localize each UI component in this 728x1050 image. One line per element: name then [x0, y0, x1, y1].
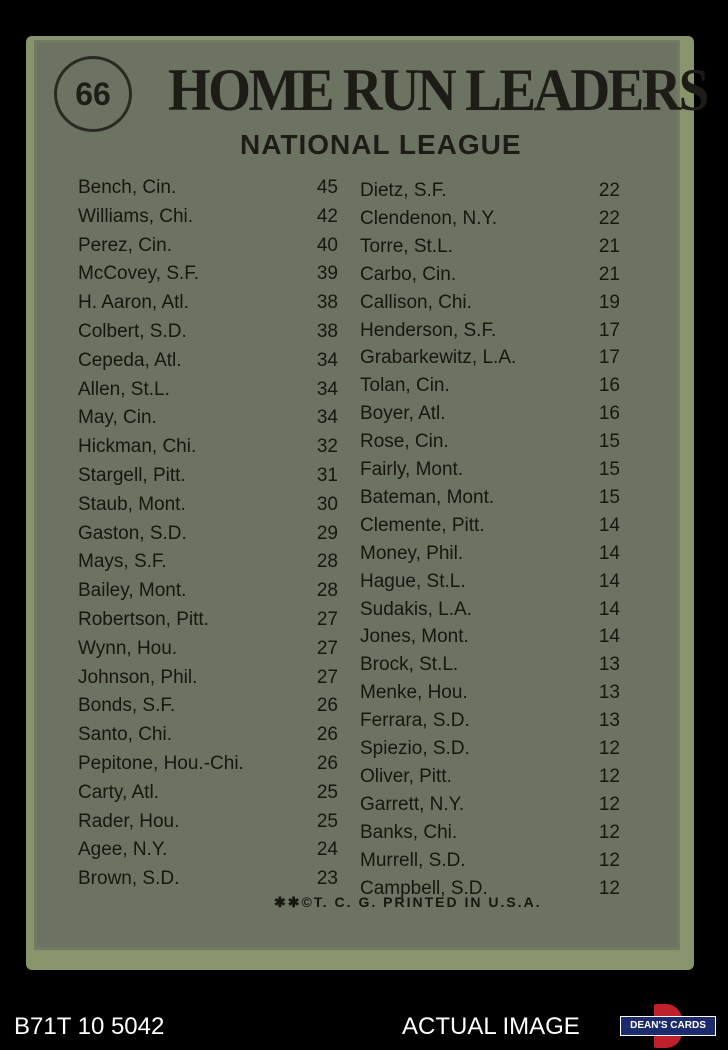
leader-row [360, 764, 620, 790]
leader-row [360, 178, 620, 204]
player-name: Hickman, Chi. [78, 436, 197, 458]
leader-row [360, 708, 620, 734]
home-run-count: 15 [598, 459, 620, 480]
leader-row [360, 234, 620, 260]
player-name: Robertson, Pitt. [78, 609, 209, 630]
home-run-count: 38 [316, 321, 338, 342]
home-run-count: 38 [316, 292, 338, 314]
home-run-count: 14 [598, 626, 620, 648]
player-name: Rader, Hou. [78, 810, 180, 832]
leader-row [78, 578, 338, 604]
home-run-count: 29 [316, 522, 338, 544]
leader-row [78, 549, 338, 575]
leader-row [78, 837, 338, 863]
player-name: Colbert, S.D. [78, 321, 187, 342]
home-run-count: 17 [598, 347, 620, 369]
home-run-count: 31 [316, 465, 338, 486]
leader-row [360, 345, 620, 371]
player-name: Carty, Atl. [78, 781, 159, 803]
player-name: McCovey, S.F. [78, 263, 200, 285]
player-name: Garrett, N.Y. [360, 793, 465, 815]
leader-row [78, 780, 338, 806]
leader-row [78, 492, 338, 518]
player-name: Bateman, Mont. [360, 486, 495, 508]
player-name: Fairly, Mont. [360, 459, 464, 480]
home-run-count: 17 [598, 319, 620, 341]
leader-row [360, 290, 620, 316]
leader-row [360, 652, 620, 678]
player-name: Rose, Cin. [360, 431, 449, 453]
home-run-count: 34 [316, 407, 338, 429]
home-run-count: 27 [316, 637, 338, 659]
home-run-count: 15 [598, 486, 620, 508]
leader-row [360, 597, 620, 623]
leader-row [360, 206, 620, 232]
copyright-footer: ✱✱©T. C. G. PRINTED IN U.S.A. [274, 894, 542, 910]
player-name: Banks, Chi. [360, 821, 458, 843]
home-run-count: 25 [316, 781, 338, 803]
leader-row [78, 377, 338, 403]
home-run-count: 21 [598, 263, 620, 285]
player-name: Williams, Chi. [78, 205, 194, 227]
leader-row [78, 866, 338, 892]
player-name: Spiezio, S.D. [360, 738, 470, 759]
player-name: Stargell, Pitt. [78, 465, 186, 486]
player-name: Bench, Cin. [78, 177, 177, 198]
player-name: Brock, St.L. [360, 654, 459, 676]
player-name: Mays, S.F. [78, 551, 167, 573]
home-run-count: 25 [316, 810, 338, 832]
leader-row [78, 348, 338, 374]
leader-row [360, 736, 620, 762]
leader-row [78, 204, 338, 230]
home-run-count: 27 [316, 609, 338, 630]
home-run-count: 22 [598, 180, 620, 201]
leader-row [360, 485, 620, 511]
player-name: Money, Phil. [360, 542, 464, 564]
leader-row [360, 680, 620, 706]
home-run-count: 15 [598, 431, 620, 453]
leader-row [78, 463, 338, 489]
player-name: Campbell, S.D. [360, 877, 488, 899]
leader-row [360, 541, 620, 567]
player-name: Menke, Hou. [360, 682, 468, 704]
player-name: Sudakis, L.A. [360, 598, 472, 620]
player-name: Santo, Chi. [78, 724, 172, 746]
home-run-count: 22 [598, 207, 620, 229]
player-name: Johnson, Phil. [78, 666, 198, 688]
leader-row [78, 751, 338, 777]
leader-row [360, 624, 620, 650]
player-name: Clemente, Pitt. [360, 514, 485, 536]
home-run-count: 26 [316, 753, 338, 774]
player-name: Oliver, Pitt. [360, 765, 452, 787]
home-run-count: 27 [316, 666, 338, 688]
leader-row [78, 607, 338, 633]
player-name: Dietz, S.F. [360, 180, 447, 201]
player-name: Wynn, Hou. [78, 637, 178, 659]
player-name: Hague, St.L. [360, 570, 466, 592]
player-name: Brown, S.D. [78, 868, 180, 890]
home-run-count: 32 [316, 436, 338, 458]
home-run-count: 28 [316, 551, 338, 573]
player-name: Allen, St.L. [78, 378, 170, 400]
home-run-count: 12 [598, 821, 620, 843]
home-run-count: 12 [598, 765, 620, 787]
home-run-count: 14 [598, 598, 620, 620]
home-run-count: 12 [598, 877, 620, 899]
player-name: Perez, Cin. [78, 234, 172, 256]
player-name: Henderson, S.F. [360, 319, 497, 341]
player-name: H. Aaron, Atl. [78, 292, 189, 314]
home-run-count: 19 [598, 291, 620, 313]
player-name: Gaston, S.D. [78, 522, 187, 544]
leader-row [360, 457, 620, 483]
leader-row [360, 569, 620, 595]
home-run-count: 14 [598, 570, 620, 592]
home-run-count: 16 [598, 375, 620, 397]
cert-label: B71T 10 5042 [14, 1013, 165, 1040]
home-run-count: 13 [598, 654, 620, 676]
leader-row [78, 233, 338, 259]
home-run-count: 21 [598, 235, 620, 257]
home-run-count: 14 [598, 542, 620, 564]
player-name: Bonds, S.F. [78, 695, 176, 717]
leader-row [78, 809, 338, 835]
leader-row [78, 636, 338, 662]
home-run-count: 23 [316, 868, 338, 890]
home-run-count: 40 [316, 234, 338, 256]
home-run-count: 12 [598, 849, 620, 871]
home-run-count: 24 [316, 839, 338, 861]
leader-row [360, 318, 620, 344]
home-run-count: 26 [316, 724, 338, 746]
card-title: HOME RUN LEADERS [168, 57, 707, 123]
leader-row [78, 405, 338, 431]
player-name: Bailey, Mont. [78, 580, 187, 602]
home-run-count: 13 [598, 682, 620, 704]
home-run-count: 16 [598, 403, 620, 425]
player-name: Clendenon, N.Y. [360, 207, 497, 229]
leader-row [78, 175, 338, 201]
home-run-count: 39 [316, 263, 338, 285]
player-name: Pepitone, Hou.-Chi. [78, 753, 244, 774]
logo-text: DEAN'S CARDS [620, 1016, 716, 1036]
home-run-count: 42 [316, 205, 338, 227]
player-name: Callison, Chi. [360, 291, 472, 313]
home-run-count: 12 [598, 793, 620, 815]
leader-row [78, 261, 338, 287]
home-run-count: 34 [316, 349, 338, 371]
player-name: Boyer, Atl. [360, 403, 446, 425]
player-name: May, Cin. [78, 407, 157, 429]
home-run-count: 34 [316, 378, 338, 400]
player-name: Tolan, Cin. [360, 375, 450, 397]
leader-row [78, 521, 338, 547]
leader-row [360, 820, 620, 846]
home-run-count: 14 [598, 514, 620, 536]
player-name: Torre, St.L. [360, 235, 453, 257]
leader-row [360, 848, 620, 874]
player-name: Grabarkewitz, L.A. [360, 347, 517, 369]
player-name: Murrell, S.D. [360, 849, 466, 871]
leader-row [360, 792, 620, 818]
home-run-count: 30 [316, 493, 338, 515]
leader-row [360, 401, 620, 427]
leader-row [360, 513, 620, 539]
leader-row [78, 434, 338, 460]
deans-cards-logo [620, 1004, 716, 1048]
player-name: Ferrara, S.D. [360, 710, 470, 732]
leader-row [360, 262, 620, 288]
leader-row [360, 373, 620, 399]
player-name: Agee, N.Y. [78, 839, 168, 861]
card-number: 66 [54, 56, 132, 132]
leader-row [78, 693, 338, 719]
card-subtitle: NATIONAL LEAGUE [240, 129, 522, 160]
player-name: Carbo, Cin. [360, 263, 457, 285]
player-name: Cepeda, Atl. [78, 349, 182, 371]
home-run-count: 45 [316, 177, 338, 198]
player-name: Jones, Mont. [360, 626, 469, 648]
player-name: Staub, Mont. [78, 493, 186, 515]
home-run-count: 13 [598, 710, 620, 732]
home-run-count: 12 [598, 738, 620, 759]
home-run-count: 28 [316, 580, 338, 602]
home-run-count: 26 [316, 695, 338, 717]
leader-row [78, 665, 338, 691]
leader-row [360, 429, 620, 455]
actual-image-label: ACTUAL IMAGE [402, 1013, 580, 1040]
leader-row [78, 319, 338, 345]
leader-row [78, 290, 338, 316]
leader-row [78, 722, 338, 748]
